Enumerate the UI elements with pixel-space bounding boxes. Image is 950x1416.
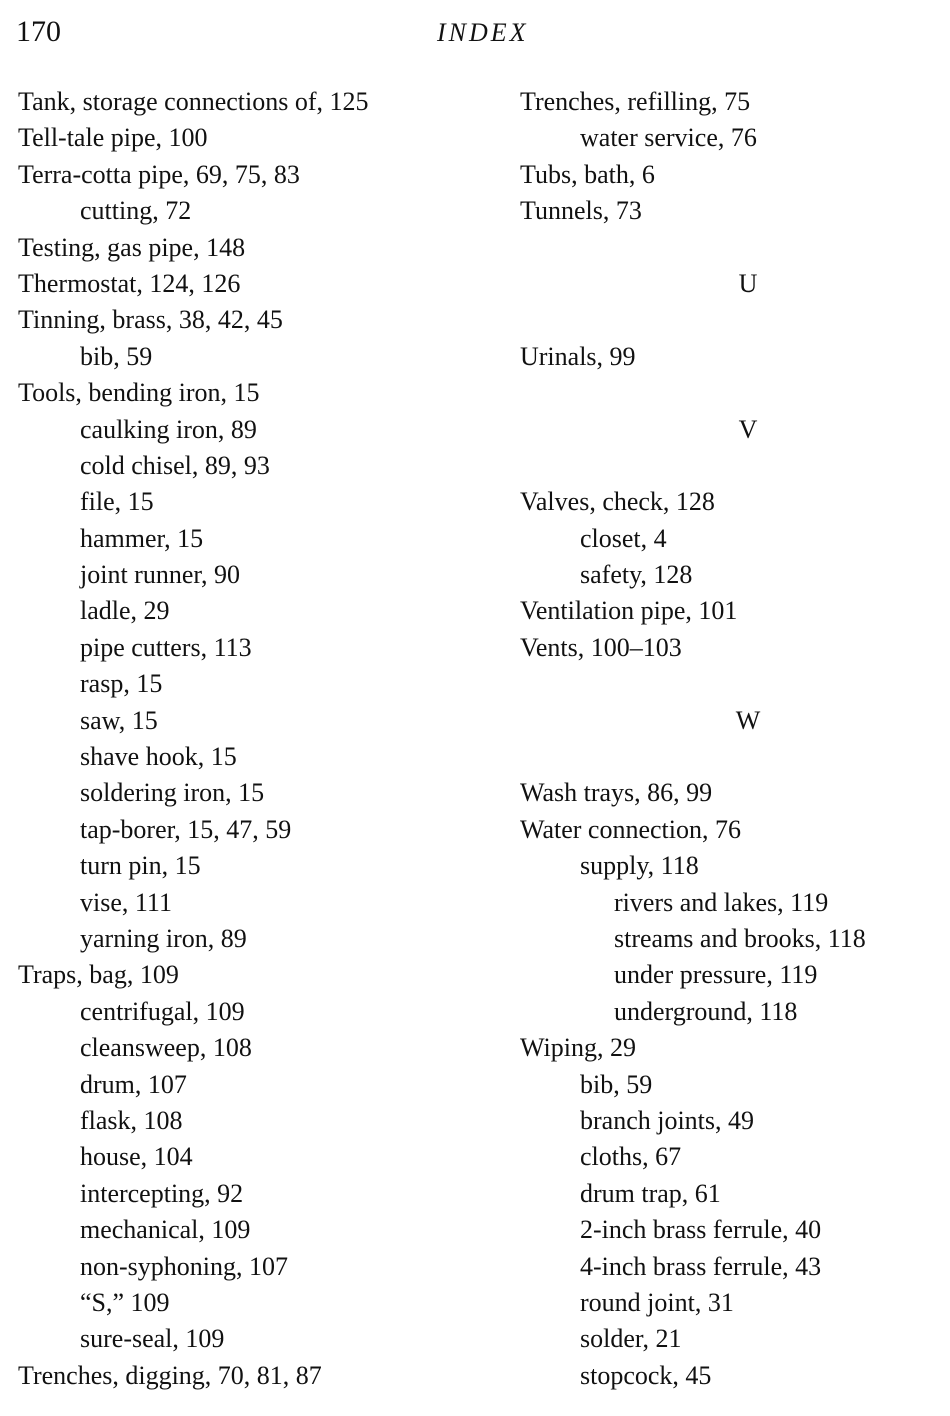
index-entry: Tank, storage connections of, 125 <box>18 87 369 116</box>
index-subentry: centrifugal, 109 <box>80 996 245 1026</box>
index-subentry: 2-inch brass ferrule, 40 <box>580 1215 822 1245</box>
index-entry: Trenches, refilling, 75 <box>520 87 751 116</box>
index-subentry: bib, 59 <box>580 1069 653 1099</box>
index-subentry: shave hook, 15 <box>80 742 237 772</box>
index-subentry: mechanical, 109 <box>80 1215 251 1245</box>
index-subentry: rasp, 15 <box>80 669 163 699</box>
index-subentry: water service, 76 <box>580 123 757 153</box>
index-subentry: under pressure, 119 <box>614 960 818 990</box>
index-entry: Testing, gas pipe, 148 <box>18 232 246 262</box>
index-subentry: file, 15 <box>80 487 154 517</box>
index-entry: Trenches, digging, 70, 81, 87 <box>18 1360 322 1390</box>
index-subentry: bib, 59 <box>80 341 153 371</box>
index-subentry: flask, 108 <box>80 1105 183 1135</box>
index-subentry: house, 104 <box>80 1142 193 1172</box>
index-subentry: turn pin, 15 <box>80 851 201 881</box>
index-subentry: soldering iron, 15 <box>80 778 265 808</box>
index-entry: Thermostat, 124, 126 <box>18 268 241 298</box>
index-subentry: pipe cutters, 113 <box>80 632 252 662</box>
index-subentry: caulking iron, 89 <box>80 414 257 444</box>
index-entry: Wiping, 29 <box>520 1033 636 1063</box>
index-subentry: ladle, 29 <box>80 596 170 626</box>
section-letter: V <box>738 414 758 444</box>
page-number: 170 <box>16 15 61 48</box>
index-subentry: round joint, 31 <box>580 1287 734 1317</box>
index-subentry: “S,” 109 <box>80 1287 170 1317</box>
index-subentry: cold chisel, 89, 93 <box>80 450 270 480</box>
index-subentry: vise, 111 <box>80 887 172 917</box>
index-subentry: branch joints, 49 <box>580 1105 755 1135</box>
index-subentry: cleansweep, 108 <box>80 1033 252 1063</box>
index-subentry: sure-seal, 109 <box>80 1324 225 1354</box>
page-title: INDEX <box>437 18 529 47</box>
index-subentry: non-syphoning, 107 <box>80 1251 288 1281</box>
index-subentry: underground, 118 <box>614 996 798 1026</box>
index-entry: Water connection, 76 <box>520 814 741 844</box>
index-column-left <box>18 84 508 1394</box>
index-subentry: intercepting, 92 <box>80 1178 244 1208</box>
index-subentry: rivers and lakes, 119 <box>614 887 829 917</box>
index-subentry: solder, 21 <box>580 1324 682 1354</box>
index-subentry: stopcock, 45 <box>580 1360 712 1390</box>
index-subentry: closet, 4 <box>580 523 667 553</box>
index-subentry: safety, 128 <box>580 560 693 590</box>
index-entry: Urinals, 99 <box>520 341 636 371</box>
index-column-right <box>520 84 950 1394</box>
index-entry: Tinning, brass, 38, 42, 45 <box>18 305 283 335</box>
index-entry: Vents, 100–103 <box>520 632 682 662</box>
index-entry: Wash trays, 86, 99 <box>520 778 713 808</box>
index-entry: Terra-cotta pipe, 69, 75, 83 <box>18 159 300 189</box>
index-subentry: drum, 107 <box>80 1069 187 1099</box>
index-subentry: cutting, 72 <box>80 196 192 226</box>
index-subentry: joint runner, 90 <box>80 560 240 590</box>
index-entry: Ventilation pipe, 101 <box>520 596 738 626</box>
index-entry: Valves, check, 128 <box>520 487 715 517</box>
index-subentry: tap-borer, 15, 47, 59 <box>80 814 292 844</box>
index-subentry: cloths, 67 <box>580 1142 682 1172</box>
index-subentry: drum trap, 61 <box>580 1178 721 1208</box>
index-entry: Tubs, bath, 6 <box>520 159 655 189</box>
index-entry: Tunnels, 73 <box>520 196 642 226</box>
index-subentry: streams and brooks, 118 <box>614 923 866 953</box>
index-subentry: hammer, 15 <box>80 523 204 553</box>
section-letter: W <box>735 705 761 735</box>
index-entry: Traps, bag, 109 <box>18 960 179 990</box>
index-entry: Tools, bending iron, 15 <box>18 378 260 408</box>
index-subentry: saw, 15 <box>80 705 158 735</box>
index-subentry: supply, 118 <box>580 851 699 881</box>
index-subentry: 4-inch brass ferrule, 43 <box>580 1251 822 1281</box>
index-entry: Tell-tale pipe, 100 <box>18 123 208 153</box>
section-letter: U <box>738 268 758 298</box>
index-subentry: yarning iron, 89 <box>80 923 247 953</box>
